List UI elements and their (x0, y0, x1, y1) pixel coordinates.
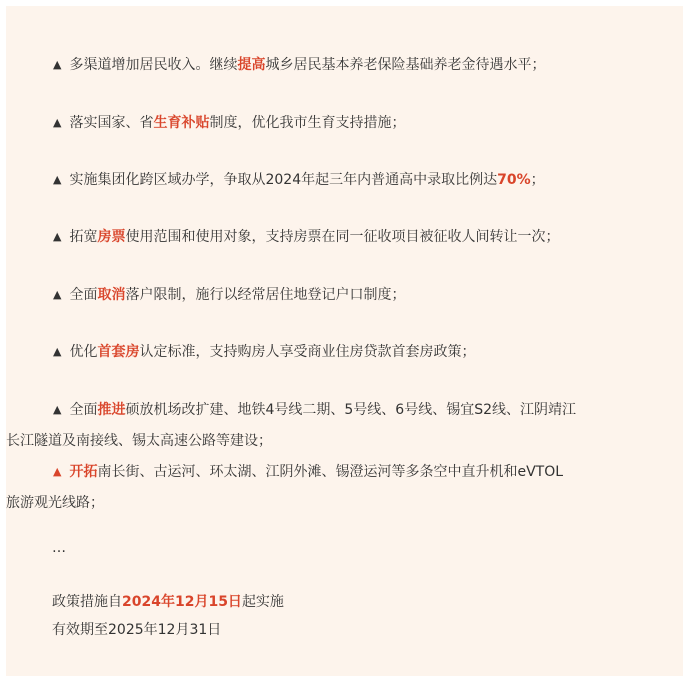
list-item (53, 222, 683, 253)
effective-date: 2024年12月15日 (122, 594, 242, 610)
item-text: 实施集团化跨区域办学，争取从2024年起三年内普通高中录取比例达 (69, 172, 498, 188)
ellipsis: … (52, 540, 66, 556)
triangle-bullet-icon: ▲ (53, 230, 62, 243)
item-highlight: 生育补贴 (153, 115, 210, 131)
item-text: 全面 (69, 287, 98, 303)
item-highlight: 开拓 (69, 464, 98, 480)
item-text: 使用范围和使用对象，支持房票在同一征收项目被征收人间转让一次； (125, 229, 560, 245)
item-text: 落户限制，施行以经常居住地登记户口制度； (125, 287, 406, 303)
triangle-bullet-icon: ▲ (53, 58, 62, 71)
item-text: 认定标准，支持购房人享受商业住房贷款首套房政策； (139, 344, 476, 360)
item-text: 落实国家、省 (69, 115, 154, 131)
item-text: 南长街、古运河、环太湖、江阴外滩、锡澄运河等多条空中直升机和eVTOL (97, 464, 564, 480)
item-highlight: 首套房 (97, 344, 140, 360)
item-text: 拓宽 (69, 229, 98, 245)
footer-text: 政策措施自 (52, 594, 122, 610)
item-text: 硕放机场改扩建、地铁4号线二期、5号线、6号线、锡宜S2线、江阴靖江 (125, 402, 576, 418)
item-text: 全面 (69, 402, 98, 418)
triangle-bullet-icon: ▲ (53, 116, 62, 129)
triangle-bullet-icon: ▲ (53, 403, 62, 416)
triangle-bullet-icon: ▲ (53, 465, 62, 478)
list-item (53, 280, 683, 311)
item-highlight: 提高 (237, 57, 266, 73)
item-highlight: 70% (497, 172, 531, 188)
item-text: 制度，优化我市生育支持措施； (209, 115, 406, 131)
expiry-date-line: 有效期至2025年12月31日 (52, 622, 222, 638)
list-item (6, 395, 666, 457)
item-highlight: 推进 (97, 402, 126, 418)
item-highlight: 房票 (97, 229, 126, 245)
footer-text: 起实施 (241, 594, 284, 610)
item-text-continued: 长江隧道及南接线、锡太高速公路等建设； (6, 433, 272, 449)
list-item (53, 165, 683, 196)
list-item (6, 457, 666, 519)
list-item (53, 50, 683, 81)
item-text: 优化 (69, 344, 98, 360)
item-highlight: 取消 (97, 287, 126, 303)
item-text: 城乡居民基本养老保险基础养老金待遇水平； (265, 57, 546, 73)
item-text: ； (530, 172, 545, 188)
triangle-bullet-icon: ▲ (53, 345, 62, 358)
effective-date-line (52, 591, 284, 613)
item-text: 多渠道增加居民收入。继续 (69, 57, 238, 73)
article-card (6, 6, 683, 676)
triangle-bullet-icon: ▲ (53, 173, 62, 186)
list-item (53, 108, 683, 139)
triangle-bullet-icon: ▲ (53, 288, 62, 301)
item-text-continued: 旅游观光线路； (6, 495, 104, 511)
list-item (53, 337, 683, 368)
